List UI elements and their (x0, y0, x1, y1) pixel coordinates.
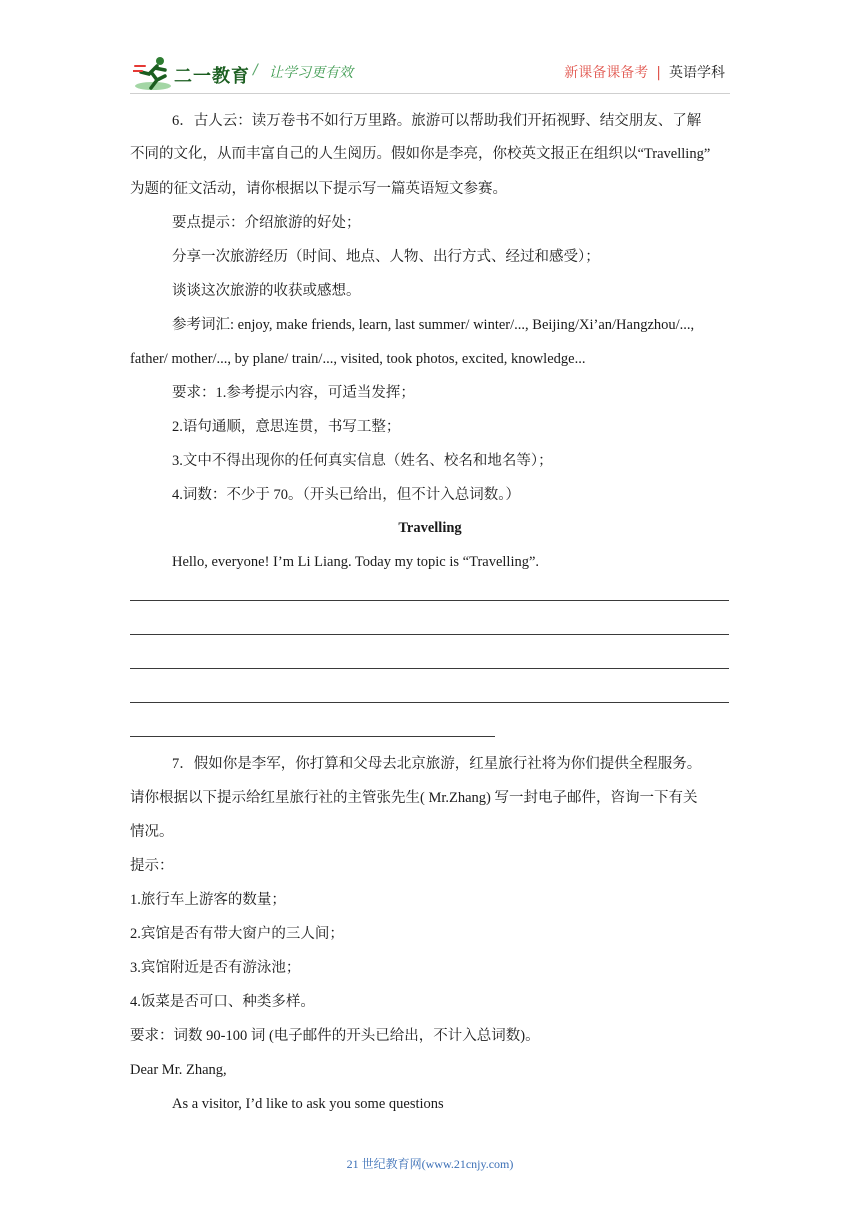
q7-tip-2: 2.宾馆是否有带大窗户的三人间； (130, 926, 344, 942)
q6-requirement-2: 2.语句通顺，意思连贯，书写工整； (172, 419, 401, 435)
email-greeting: Dear Mr. Zhang, (130, 1062, 227, 1078)
q6-requirement-4: 4.词数：不少于 70。（开头已给出，但不计入总词数。） (172, 487, 520, 503)
answer-blank-line (130, 634, 729, 635)
q6-vocab-line-1: 参考词汇: enjoy, make friends, learn, last summer/ winter/..., Beijing/Xi’an/Hangzhou/..., (172, 317, 695, 333)
q6-requirement-3: 3.文中不得出现你的任何真实信息（姓名、校名和地名等）； (172, 453, 553, 469)
q7-paragraph-line-1: 7．假如你是李军，你打算和父母去北京旅游，红星旅行社将为你们提供全程服务。 (172, 756, 702, 772)
q6-paragraph-line-3: 为题的征文活动，请你根据以下提示写一篇英语短文参赛。 (130, 181, 507, 197)
q7-paragraph-line-3: 情况。 (130, 824, 174, 840)
q7-tip-1: 1.旅行车上游客的数量； (130, 892, 286, 908)
q6-paragraph-line-2: 不同的文化，从而丰富自己的人生阅历。假如你是李亮，你校英文报正在组织以“Travelling” (130, 146, 711, 162)
q7-requirement: 要求：词数 90-100 词 (电子邮件的开头已给出，不计入总词数)。 (130, 1028, 540, 1044)
page-header (0, 0, 860, 100)
q6-paragraph-line-1: 6．古人云：读万卷书不如行万里路。旅游可以帮助我们开拓视野、结交朋友、了解 (172, 113, 702, 129)
q6-tip-1: 要点提示：介绍旅游的好处； (172, 215, 361, 231)
email-opening: As a visitor, I’d like to ask you some questions (172, 1096, 444, 1112)
answer-blank-line (130, 668, 729, 669)
q7-paragraph-line-2: 请你根据以下提示给红星旅行社的主管张先生( Mr.Zhang) 写一封电子邮件，咨询一下有关 (130, 790, 698, 806)
q6-vocab-line-2: father/ mother/..., by plane/ train/..., visited, took photos, excited, knowledge... (130, 351, 586, 367)
essay-title: Travelling (398, 520, 462, 536)
essay-opening: Hello, everyone! I’m Li Liang. Today my topic is “Travelling”. (172, 554, 540, 570)
page-footer: 21 世纪教育网(www.21cnjy.com) (346, 1157, 514, 1171)
answer-blank-line (130, 600, 729, 601)
q6-tip-2: 分享一次旅游经历（时间、地点、人物、出行方式、经过和感受）； (172, 249, 600, 265)
answer-blank-line (130, 702, 729, 703)
q7-tip-3: 3.宾馆附近是否有游泳池； (130, 960, 301, 976)
q6-tip-3: 谈谈这次旅游的收获或感想。 (172, 283, 361, 299)
answer-blank-line (130, 736, 495, 737)
header-right (564, 62, 725, 82)
q7-tip-4: 4.饭菜是否可口、种类多样。 (130, 994, 315, 1010)
subject-label: 英语学科 (669, 65, 725, 81)
course-label: 新课备课备考 (564, 65, 649, 81)
q6-requirement-1: 要求：1.参考提示内容，可适当发挥； (172, 385, 415, 401)
header-divider (130, 93, 730, 94)
slogan: 让学习更有效 (269, 65, 353, 81)
header-separator: | (656, 65, 661, 81)
slogan-separator: / (253, 62, 258, 78)
logo-text: 二一教育 (174, 66, 250, 87)
q7-tips-label: 提示： (130, 858, 174, 874)
